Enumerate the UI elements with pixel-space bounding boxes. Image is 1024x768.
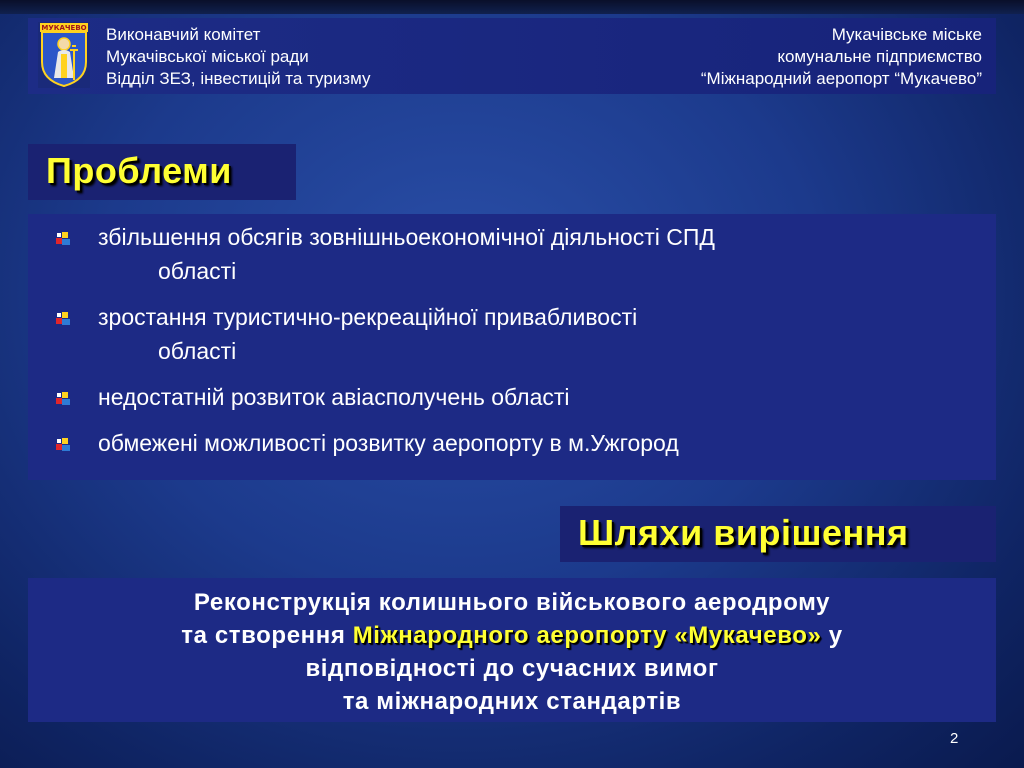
top-band [0, 0, 1024, 14]
bullet-icon [56, 390, 72, 406]
problem-text-cont: області [158, 258, 237, 284]
city-coat-of-arms-icon [38, 22, 90, 88]
problem-text: збільшення обсягів зовнішньоекономічної діяльності СПД [98, 224, 715, 250]
problems-panel [28, 214, 996, 480]
list-item [28, 380, 996, 414]
solution-line: Реконструкція колишнього військового аеродрому [193, 589, 831, 616]
header-right-line: “Міжнародний аеропорт “Мукачево” [700, 69, 982, 88]
solution-text: та створення [181, 622, 353, 649]
problem-text-cont: області [158, 338, 237, 364]
solution-line: відповідності до сучасних вимог [305, 655, 719, 682]
problem-text: обмежені можливості розвитку аеропорту в м.Ужгород [98, 430, 679, 456]
solutions-panel [28, 578, 996, 722]
bullet-icon [56, 436, 72, 452]
header-right-line: комунальне підприємство [777, 47, 982, 66]
header-banner [28, 18, 996, 94]
list-item [28, 426, 996, 460]
header-left-line: Відділ ЗЕЗ, інвестицій та туризму [106, 69, 371, 88]
problems-list [28, 220, 996, 472]
solutions-title-panel [560, 506, 996, 562]
header-right-line: Мукачівське міське [831, 25, 982, 44]
problems-title-panel [28, 144, 296, 200]
problems-title: Проблеми [46, 150, 232, 191]
solutions-title: Шляхи вирішення [578, 512, 909, 553]
header-left-line: Мукачівської міської ради [106, 47, 309, 66]
page-number: 2 [950, 730, 959, 747]
logo-text: МУКАЧЕВО [41, 24, 87, 32]
bullet-icon [56, 230, 72, 246]
problem-text: недостатній розвиток авіасполучень області [98, 384, 570, 410]
solution-line: та міжнародних стандартів [342, 688, 682, 715]
list-item [28, 220, 996, 288]
bullet-icon [56, 310, 72, 326]
list-item [28, 300, 996, 368]
header-left-text [106, 24, 370, 90]
airport-name-highlight: Міжнародного аеропорту «Мукачево» [352, 622, 822, 649]
header-right-text [701, 24, 982, 90]
solution-text: у [821, 622, 843, 649]
header-left-line: Виконавчий комітет [106, 25, 261, 44]
solution-line [28, 619, 996, 652]
problem-text: зростання туристично-рекреаційної привабливості [98, 304, 638, 330]
